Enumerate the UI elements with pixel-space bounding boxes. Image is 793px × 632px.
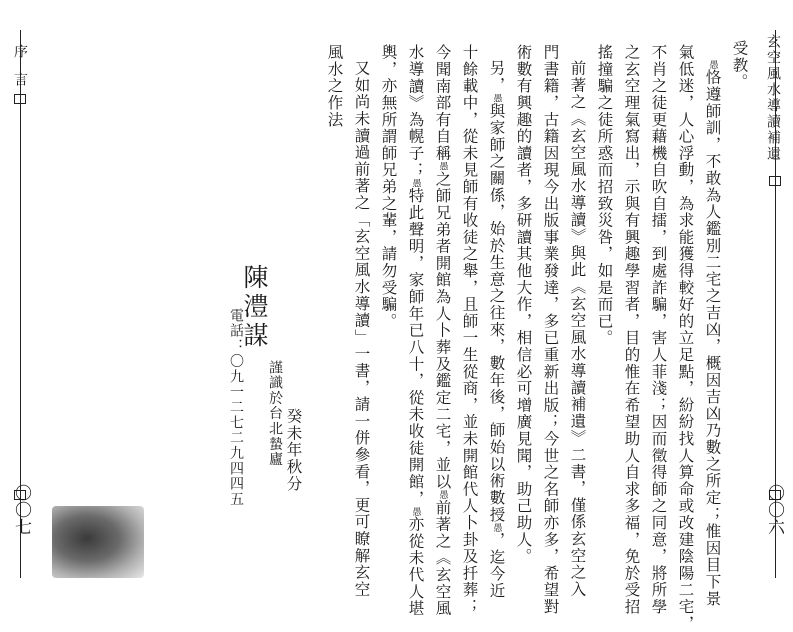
- corner-photo: [52, 506, 144, 578]
- text-column-16: 風水之作法: [325, 44, 344, 128]
- text-column-11: 十餘載中，從未見師有收徒之舉，且師一生從商，並未開館代人卜卦及扦葬；: [460, 44, 479, 616]
- text-column-3: 氣低迷，人心浮動，為求能獲得較好的立足點，紛紛找人算命或改建陰陽二宅，: [676, 44, 695, 632]
- folio-right: 〇〇六: [764, 484, 784, 535]
- text-column-2: 愚恪遵師訓，不敢為人鑑別二宅之吉凶，概因吉凶乃數之所定；惟因目下景: [703, 60, 722, 607]
- signature-name: 陳澧謀: [240, 264, 269, 351]
- text-column-5: 之玄空理氣寫出，示與有興趣學習者，目的惟在希望助人自求多福，免於受招: [622, 44, 641, 616]
- section-title: 序言: [12, 44, 28, 100]
- folio-left: 〇〇七: [11, 484, 31, 535]
- text-column-9: 術數有興趣的讀者，多研讀其他大作，相信必可增廣見聞，助己助人。: [514, 44, 533, 565]
- running-head: 玄空風水導讀補遺: [765, 34, 781, 162]
- text-column-15: 又如尚未讀過前著之「玄空風水導讀」一書，請一併參看，更可瞭解玄空: [352, 60, 371, 598]
- text-column-14: 輿，亦無所謂師兄弟之輩，請勿受騙。: [379, 44, 398, 330]
- text-column-12: 今聞南部有自稱愚之師兄弟者開館為人卜葬及鑑定二宅，並以愚前著之《玄空風: [433, 44, 452, 617]
- signature-place: 謹識於台北蟄廬: [267, 360, 283, 468]
- phone-label: 電話：: [228, 308, 244, 354]
- signature-date: 癸未年秋分: [284, 408, 303, 492]
- text-column-4: 不肖之徒更藉機自吹自擂，到處詐騙，害人菲淺；因而徵得師之同意，將所學: [649, 44, 668, 616]
- text-column-7: 前著之《玄空風水導讀》與此《玄空風水導讀補遺》二書，僅係玄空之入: [568, 60, 587, 598]
- signature-phone: [229, 308, 243, 507]
- text-column-10: 另，愚與家師之關係，始於生意之往來，數年後，師始以術數授愚，迄今近: [487, 60, 506, 600]
- text-column-13: 水導讀》為幌子；愚特此聲明，家師年已八十，從未收徒開館，愚亦從未代人堪: [406, 44, 425, 617]
- text-column-1: 受教。: [730, 40, 749, 91]
- text-column-8: 門書籍，古籍因現今出版事業發達，多已重新出版；今世之名師亦多，希望對: [541, 44, 560, 616]
- phone-number: 〇九一二七二九四四五: [228, 353, 244, 507]
- text-column-6: 搖撞騙之徒所惑而招致災咎，如是而已。: [595, 44, 614, 347]
